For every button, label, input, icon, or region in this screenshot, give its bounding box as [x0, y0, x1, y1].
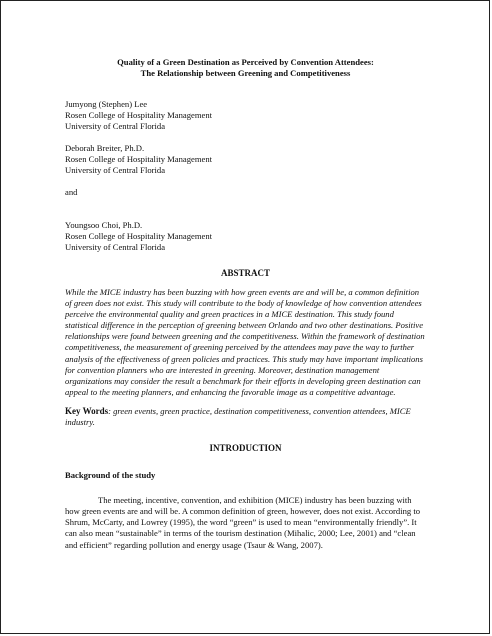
- keywords-label: Key Words: [65, 405, 109, 416]
- author-block-3: [65, 220, 426, 253]
- author-name: Deborah Breiter, Ph.D.: [65, 143, 145, 153]
- author-name: Jumyong (Stephen) Lee: [65, 99, 148, 109]
- abstract-text: While the MICE industry has been buzzing with how green events are and will be, a common definition of green does not exist. This study will contribute to the body of knowledge of how convention attendees perceive the environmental quality and green practices in a MICE destination. This study found statistical difference in the perception of greening between Orlando and two other destinations. Positive relationships were found between greening and the competitiveness. Within the framework of destination competitiveness, the measurement of greening perceived by the attendees may pave the way to further analysis of the effectiveness of green policies and practices. This study may have important implications for convention planners who are interested in greening. Moreover, destination management organizations may consider the result a benchmark for their efforts in developing green destination can appeal to the meeting planners, and enhancing the favorable image as a competitive advantage.: [65, 287, 425, 397]
- body-paragraph: The meeting, incentive, convention, and exhibition (MICE) industry has been buzzing with how green events are and will be. A common definition of green, however, does not exist. According to Shrum, McCarty, and Lowrey (1995), the word “green” is used to mean “environmentally friendly”. It can also mean “sustainable” in terms of the tourism destination (Mihalic, 2000; Lee, 2001) and “clean and efficient” regarding pollution and energy usage (Tsaur & Wang, 2007).: [65, 495, 421, 550]
- author-conjunction: and: [65, 187, 78, 197]
- author-institution: University of Central Florida: [65, 242, 166, 252]
- author-affiliation: Rosen College of Hospitality Management: [65, 154, 213, 164]
- paper-title: [65, 57, 426, 79]
- author-affiliation: Rosen College of Hospitality Management: [65, 231, 213, 241]
- keywords: [65, 406, 426, 428]
- author-block-1: [65, 99, 426, 132]
- author-institution: University of Central Florida: [65, 121, 166, 131]
- title-line-2: The Relationship between Greening and Competitiveness: [140, 68, 351, 78]
- abstract-heading: ABSTRACT: [220, 268, 270, 278]
- author-affiliation: Rosen College of Hospitality Management: [65, 110, 213, 120]
- author-institution: University of Central Florida: [65, 165, 166, 175]
- author-name: Youngsoo Choi, Ph.D.: [65, 220, 143, 230]
- title-line-1: Quality of a Green Destination as Perceived by Convention Attendees:: [117, 57, 374, 67]
- keywords-text: : green events, green practice, destination competitiveness, convention attendees, MICE industry.: [65, 405, 411, 428]
- introduction-heading: INTRODUCTION: [209, 443, 282, 454]
- author-block-2: [65, 143, 426, 176]
- subsection-heading: Background of the study: [65, 470, 156, 481]
